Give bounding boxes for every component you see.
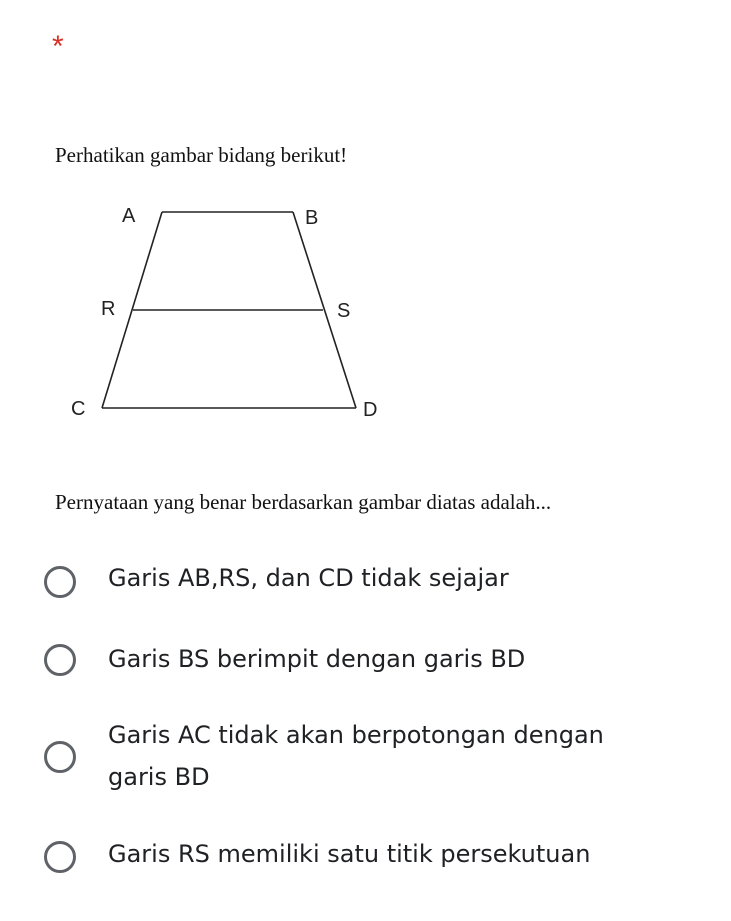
point-label-r: R: [101, 298, 116, 320]
point-label-c: C: [71, 398, 86, 420]
radio-button[interactable]: [44, 566, 76, 598]
option-label: Garis RS memiliki satu titik persekutuan: [108, 840, 591, 868]
point-label-b: B: [305, 207, 319, 229]
option-label: Garis AC tidak akan berpotongan dengan garis BD: [108, 721, 604, 791]
option-3[interactable]: [0, 714, 731, 800]
option-2[interactable]: [0, 638, 731, 682]
option-label: Garis AB,RS, dan CD tidak sejajar: [108, 564, 509, 592]
radio-button[interactable]: [44, 841, 76, 873]
radio-button[interactable]: [44, 644, 76, 676]
radio-button[interactable]: [44, 741, 76, 773]
point-label-s: S: [337, 300, 351, 322]
required-marker: *: [52, 30, 64, 63]
point-label-a: A: [122, 205, 136, 227]
question-instruction: Perhatikan gambar bidang berikut!: [55, 143, 348, 167]
option-1[interactable]: [0, 557, 731, 601]
point-label-d: D: [363, 399, 378, 421]
option-label: Garis BS berimpit dengan garis BD: [108, 645, 526, 673]
option-4[interactable]: [0, 833, 731, 877]
question-statement: Pernyataan yang benar berdasarkan gambar diatas adalah...: [55, 490, 552, 514]
trapezoid-diagram: [0, 190, 420, 430]
